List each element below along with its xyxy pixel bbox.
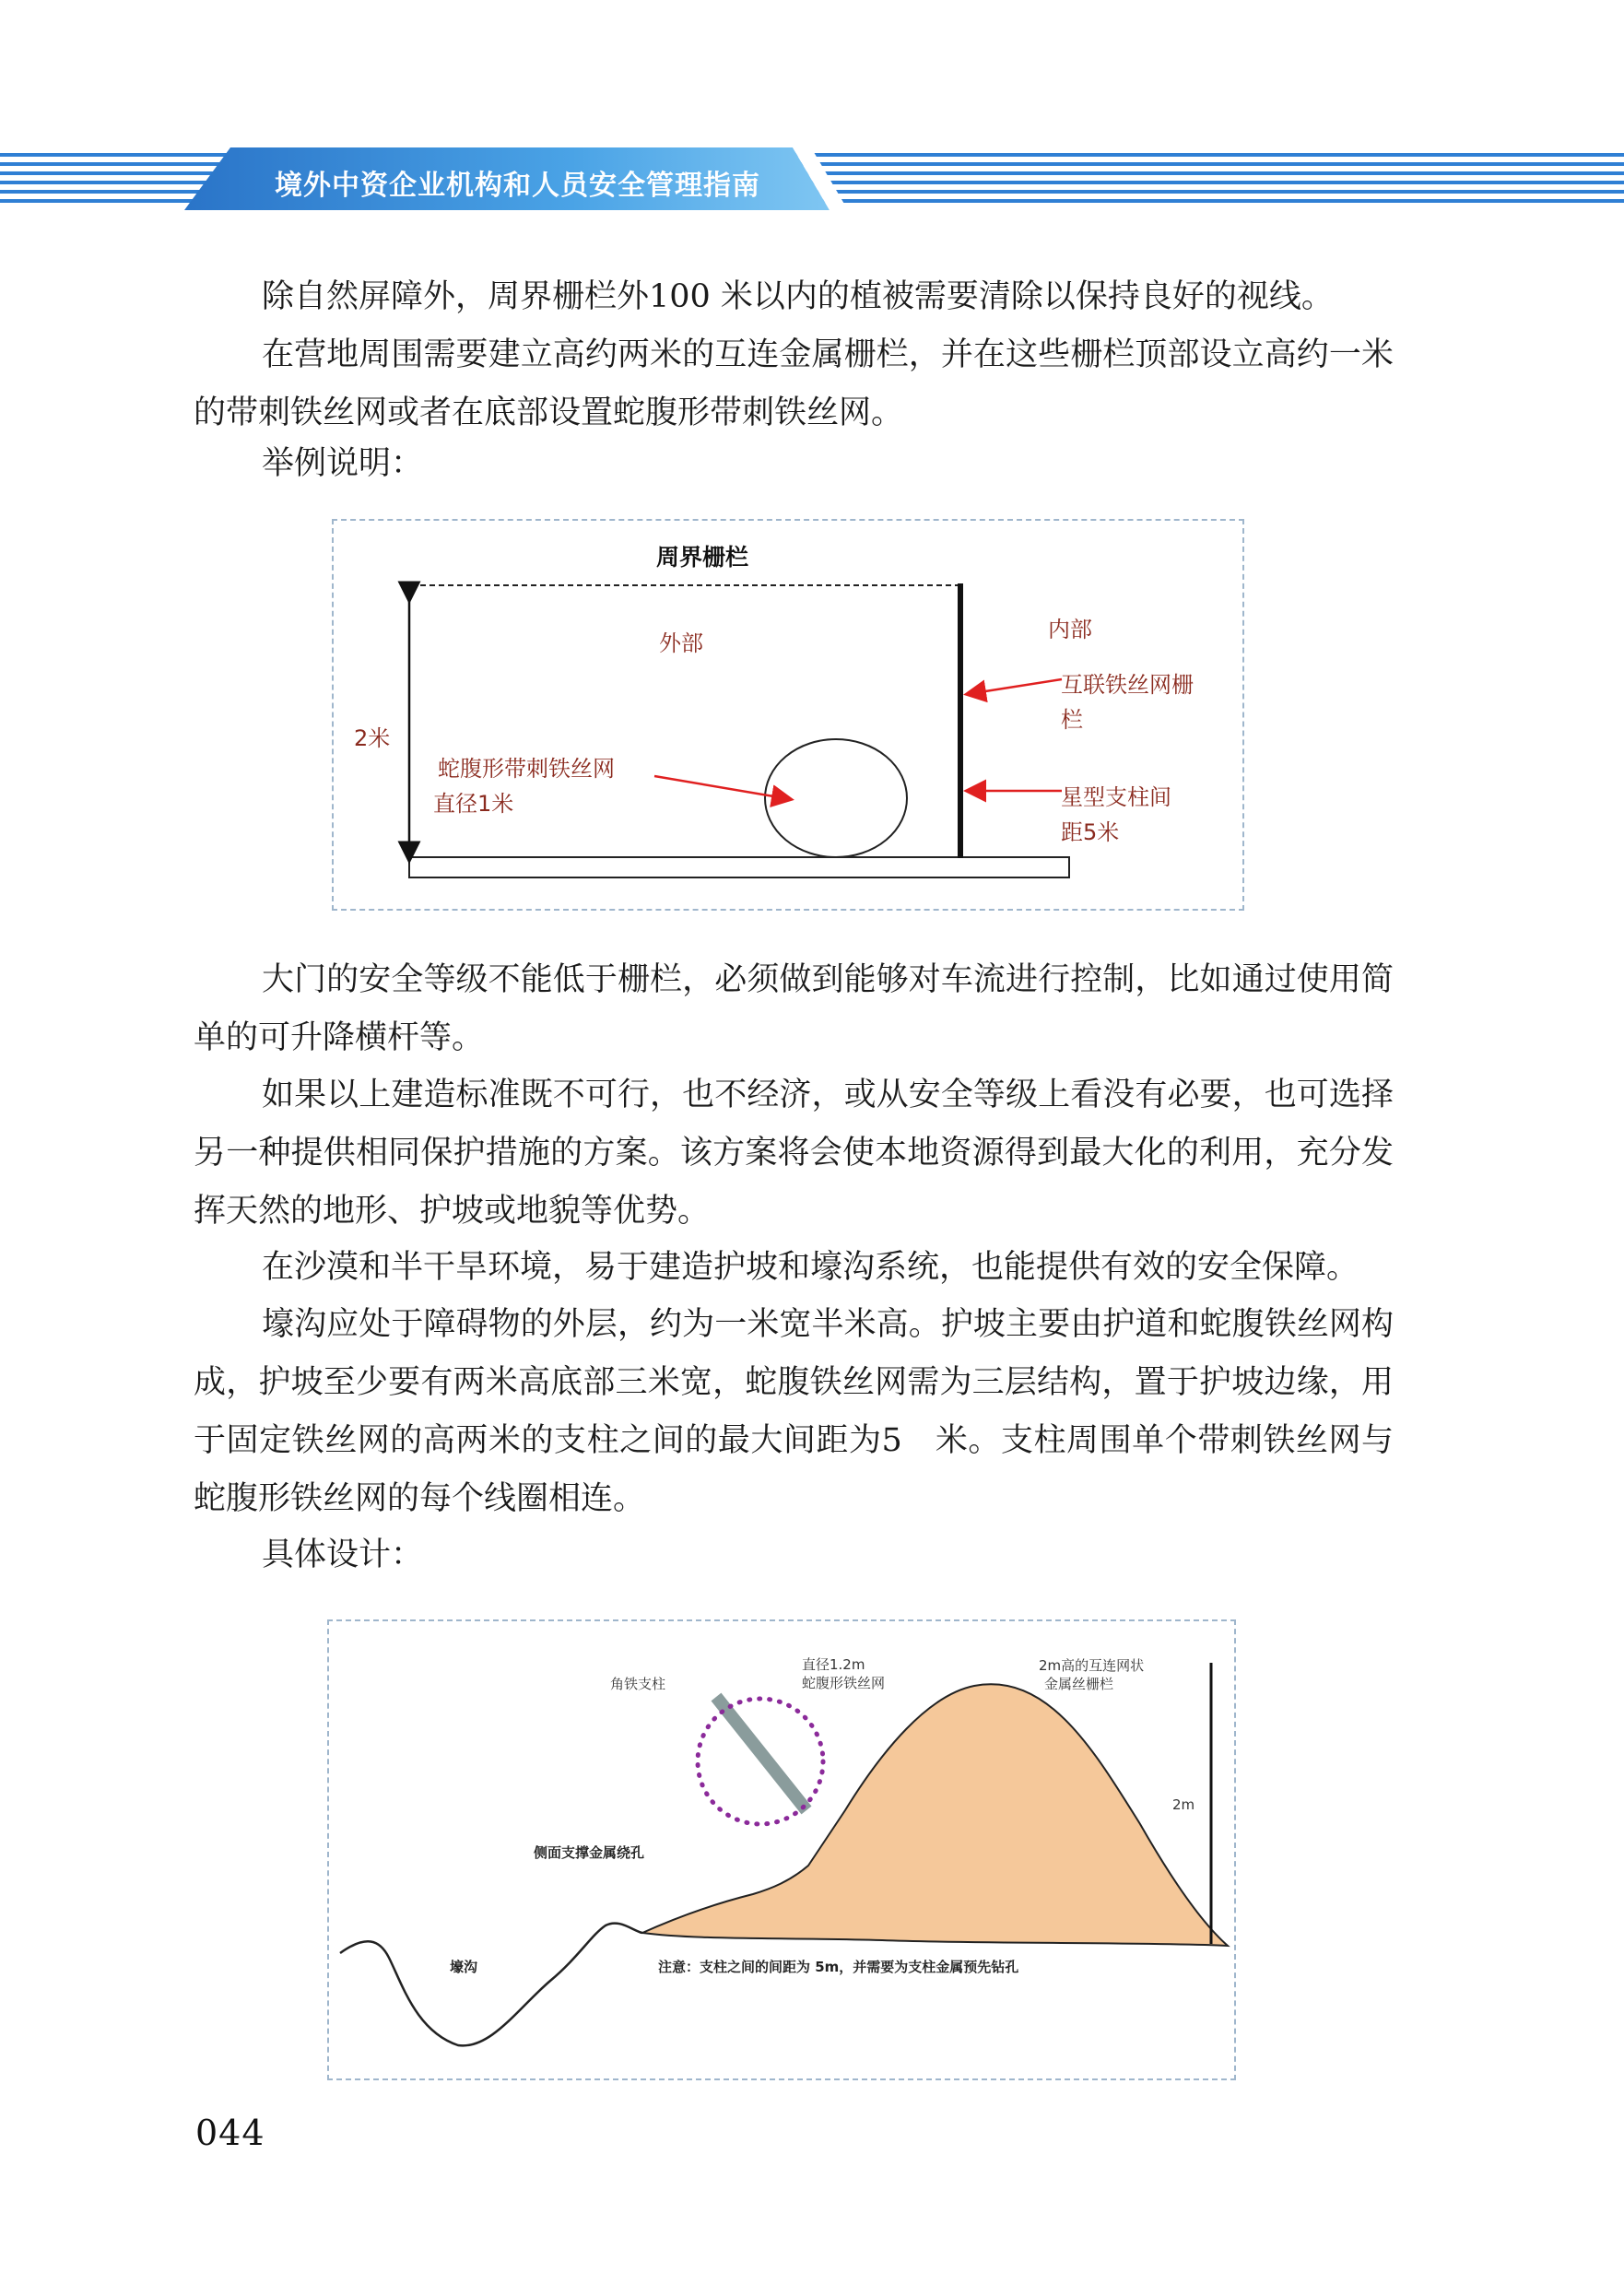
height-label: 2m	[1172, 1796, 1195, 1813]
header-title: 境外中资企业机构和人员安全管理指南	[275, 170, 760, 202]
coil-label-line1: 直径1.2m	[802, 1656, 865, 1673]
figure-perimeter-fence	[332, 519, 1244, 911]
coil-label-line2: 蛇腹形铁丝网	[802, 1675, 886, 1691]
post-label-line2: 距5米	[1061, 819, 1120, 845]
trench-label: 壕沟	[450, 1959, 478, 1975]
paragraph: 在营地周围需要建立高约两米的互连金属栅栏，并在这些栅栏顶部设立高约一米的带刺铁丝网或者在底部设置蛇腹形带刺铁丝网。	[194, 336, 1394, 431]
paragraph: 大门的安全等级不能低于栅栏，必须做到能够对车流进行控制，比如通过使用简单的可升降横杆等。	[194, 961, 1394, 1056]
fence-label-line2: 栏	[1061, 707, 1083, 733]
paragraph: 壕沟应处于障碍物的外层，约为一米宽半米高。护坡主要由护道和蛇腹铁丝网构成，护坡至少要有两米高底部三米宽，蛇腹铁丝网需为三层结构，置于护坡边缘，用于固定铁丝网的高两米的支柱之间的最大间距为5 米。支柱周围单个带刺铁丝网与蛇腹形铁丝网的每个线圈相连。	[194, 1306, 1394, 1517]
paragraph: 除自然屏障外，周界栅栏外100 米以内的植被需要清除以保持良好的视线。	[262, 278, 1334, 315]
height-label: 2米	[354, 725, 391, 751]
paragraph: 在沙漠和半干旱环境，易于建造护坡和壕沟系统，也能提供有效的安全保障。	[262, 1249, 1359, 1286]
fence-label-line1: 2m高的互连网状	[1039, 1657, 1145, 1674]
ground-bar	[409, 857, 1069, 877]
fence-title: 周界栅栏	[656, 544, 749, 571]
figure-berm-design	[327, 1619, 1236, 2080]
fence-arrow	[968, 679, 1062, 694]
coil-label-line1: 蛇腹形带刺铁丝网	[438, 756, 615, 782]
note-label: 注意：支柱之间的间距为 5m，并需要为支柱金属预先钻孔	[658, 1959, 1019, 1975]
ground-line	[340, 1924, 642, 2046]
paragraph: 举例说明：	[262, 445, 424, 482]
outside-label: 外部	[659, 630, 703, 656]
angle-post-label: 角铁支柱	[610, 1676, 666, 1692]
paragraph: 具体设计：	[262, 1537, 424, 1573]
fence-label-line1: 互联铁丝网栅	[1061, 672, 1194, 698]
coil-label-line2: 直径1米	[433, 791, 514, 817]
perimeter-fence-diagram	[334, 521, 1246, 913]
side-hole-label: 侧面支撑金属绕孔	[534, 1844, 645, 1861]
angle-post	[716, 1697, 806, 1810]
header-band	[0, 147, 1624, 210]
fence-label-line2: 金属丝栅栏	[1044, 1676, 1114, 1692]
inside-label: 内部	[1048, 617, 1092, 642]
page-number: 044	[195, 2113, 265, 2153]
post-label-line1: 星型支柱间	[1061, 784, 1171, 810]
paragraph: 如果以上建造标准既不可行，也不经济，或从安全等级上看没有必要，也可选择另一种提供相同保护措施的方案。该方案将会使本地资源得到最大化的利用，充分发挥天然的地形、护坡或地貌等优势。	[194, 1077, 1394, 1230]
